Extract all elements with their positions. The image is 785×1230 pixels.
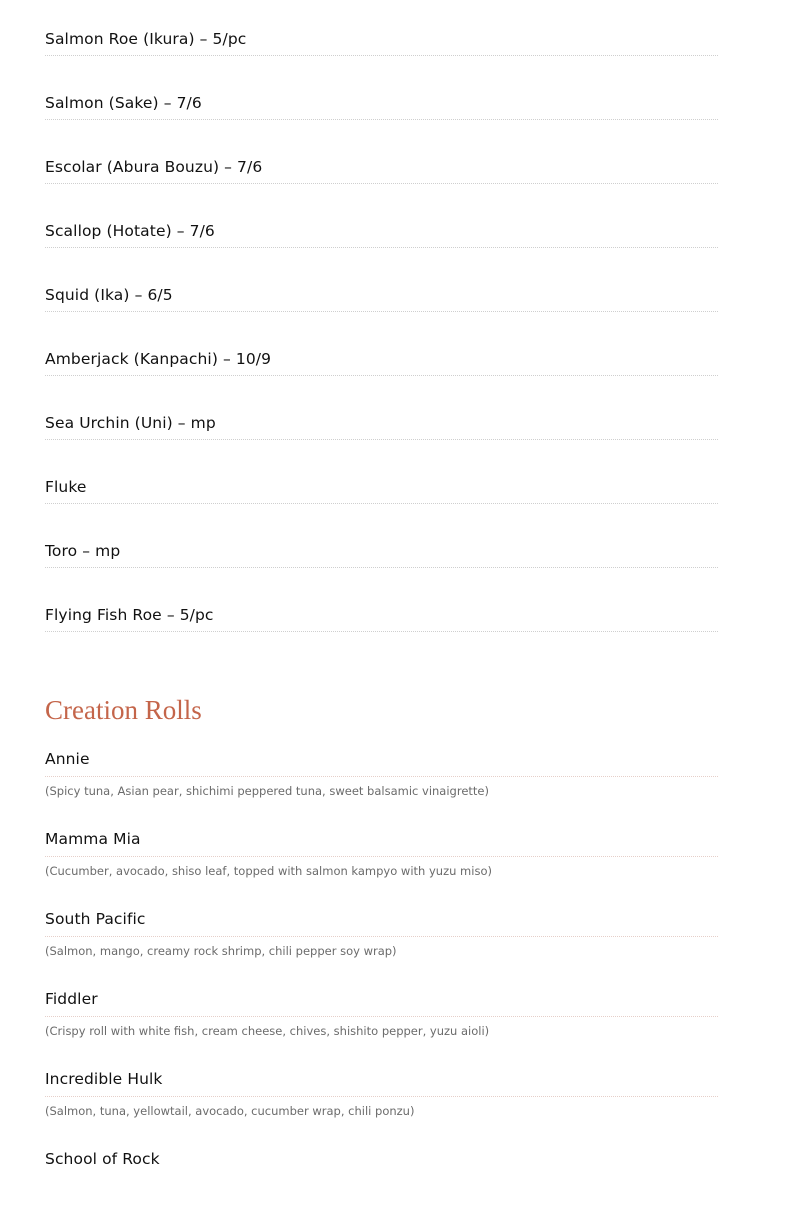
menu-item-name: Flying Fish Roe – 5/pc: [45, 606, 214, 624]
dotted-divider: [45, 1096, 718, 1097]
dotted-divider: [45, 55, 718, 56]
menu-item-name: Fiddler: [45, 990, 98, 1008]
menu-item-name: Sea Urchin (Uni) – mp: [45, 414, 216, 432]
menu-item-name: Salmon (Sake) – 7/6: [45, 94, 202, 112]
menu-item: [45, 750, 718, 830]
nigiri-list: [45, 0, 718, 640]
menu-item: [45, 192, 718, 256]
menu-item: [45, 256, 718, 320]
menu-item-description: (Cucumber, avocado, shiso leaf, topped with salmon kampyo with yuzu miso): [45, 864, 492, 878]
menu-item: [45, 64, 718, 128]
menu-item-name: South Pacific: [45, 910, 146, 928]
menu-item-name: Mamma Mia: [45, 830, 141, 848]
menu-item: [45, 830, 718, 910]
menu-item-description: (Crispy roll with white fish, cream cheese, chives, shishito pepper, yuzu aioli): [45, 1024, 490, 1038]
dotted-divider: [45, 311, 718, 312]
menu-item: [45, 576, 718, 640]
menu-item: [45, 320, 718, 384]
menu-item-name: Annie: [45, 750, 90, 768]
menu-item: [45, 448, 718, 512]
menu-item-name: Toro – mp: [45, 542, 121, 560]
menu-item: [45, 1070, 718, 1150]
dotted-divider: [45, 119, 718, 120]
menu-item: [45, 0, 718, 64]
dotted-divider: [45, 183, 718, 184]
dotted-divider: [45, 567, 718, 568]
dotted-divider: [45, 247, 718, 248]
creation-rolls-list: [45, 750, 718, 1230]
menu-item-name: Incredible Hulk: [45, 1070, 163, 1088]
menu-item: [45, 910, 718, 990]
section-title: Creation Rolls: [45, 695, 202, 725]
menu-item-name: School of Rock: [45, 1150, 160, 1168]
dotted-divider: [45, 375, 718, 376]
menu-item: [45, 1150, 718, 1230]
dotted-divider: [45, 503, 718, 504]
menu-item-name: Fluke: [45, 478, 87, 496]
menu-item: [45, 512, 718, 576]
menu-item-name: Escolar (Abura Bouzu) – 7/6: [45, 158, 263, 176]
menu-item: [45, 990, 718, 1070]
menu-item: [45, 128, 718, 192]
menu-item-description: (Salmon, mango, creamy rock shrimp, chili pepper soy wrap): [45, 944, 397, 958]
menu-item-name: Amberjack (Kanpachi) – 10/9: [45, 350, 272, 368]
menu-item-name: Squid (Ika) – 6/5: [45, 286, 173, 304]
dotted-divider: [45, 1016, 718, 1017]
menu-item-description: (Spicy tuna, Asian pear, shichimi peppered tuna, sweet balsamic vinaigrette): [45, 784, 489, 798]
menu-item-name: Scallop (Hotate) – 7/6: [45, 222, 215, 240]
dotted-divider: [45, 856, 718, 857]
dotted-divider: [45, 936, 718, 937]
menu-item-description: (Salmon, tuna, yellowtail, avocado, cucumber wrap, chili ponzu): [45, 1104, 415, 1118]
menu-item: [45, 384, 718, 448]
dotted-divider: [45, 776, 718, 777]
dotted-divider: [45, 631, 718, 632]
menu-item-name: Salmon Roe (Ikura) – 5/pc: [45, 30, 247, 48]
dotted-divider: [45, 439, 718, 440]
